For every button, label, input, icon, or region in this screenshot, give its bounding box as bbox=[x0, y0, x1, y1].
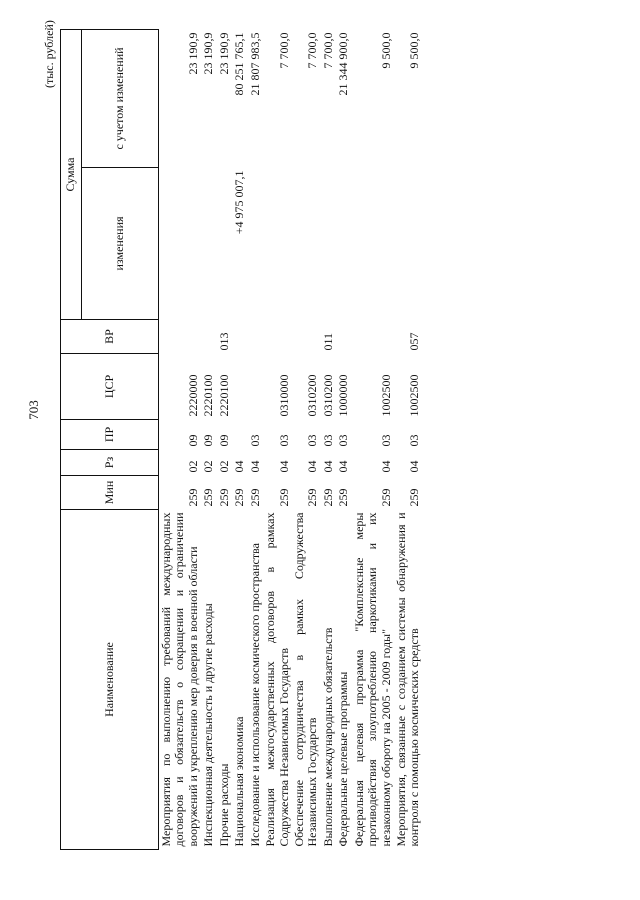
cell-min: 259 bbox=[185, 488, 200, 507]
cell-name: Прочие расходы bbox=[216, 763, 231, 847]
cell-name: Мероприятия по выполнению требований международных договоров и обязательств о сокращении и ограничении вооружений и укреплению мер доверия в военной области bbox=[159, 512, 200, 847]
cell-rz: 04 bbox=[336, 460, 351, 473]
cell-rz: 02 bbox=[201, 460, 216, 473]
cell-rz: 04 bbox=[305, 460, 320, 473]
cell-csr: 2220100 bbox=[201, 374, 216, 417]
cell-csr bbox=[248, 354, 263, 420]
table-row bbox=[292, 29, 321, 849]
cell-min: 259 bbox=[247, 488, 262, 507]
cell-min: 259 bbox=[201, 488, 216, 507]
cell-min: 259 bbox=[407, 488, 422, 507]
cell-name: Обеспечение сотрудничества в рамках Содружества Независимых Государств bbox=[291, 512, 320, 847]
header-rz: Рз bbox=[61, 450, 159, 476]
table-row bbox=[159, 29, 202, 849]
cell-vr bbox=[263, 320, 292, 354]
cell-csr: 1002500 bbox=[378, 374, 393, 417]
cell-change bbox=[321, 168, 336, 320]
cell-change bbox=[159, 168, 202, 320]
cell-name: Федеральная целевая программа "Комплексные меры противодействия злоупотреблению наркотиками и их незаконному обороту на 2005 - 2009 годы" bbox=[351, 512, 393, 847]
cell-csr: 0310200 bbox=[320, 374, 335, 417]
cell-min: 259 bbox=[276, 488, 291, 507]
cell-name: Мероприятия, связанные с созданием системы обнаружения и контроля с помощью космических средств bbox=[394, 512, 422, 847]
header-vr: ВР bbox=[61, 320, 159, 354]
table-row bbox=[394, 29, 423, 849]
cell-rz: 04 bbox=[378, 460, 393, 473]
cell-total: 7 700,0 bbox=[320, 32, 335, 69]
cell-pr: 03 bbox=[336, 434, 351, 447]
budget-table bbox=[60, 29, 423, 850]
cell-name: Исследование и использование космического пространства bbox=[247, 543, 262, 847]
cell-csr bbox=[232, 354, 247, 420]
cell-total: 21 807 983,5 bbox=[247, 32, 262, 96]
cell-total: 23 190,9 bbox=[201, 32, 216, 75]
cell-min: 259 bbox=[320, 488, 335, 507]
cell-csr: 1000000 bbox=[336, 374, 351, 417]
header-sum: Сумма bbox=[61, 29, 82, 319]
cell-min: 259 bbox=[305, 488, 320, 507]
cell-vr bbox=[248, 320, 263, 354]
cell-change bbox=[292, 168, 321, 320]
cell-rz: 04 bbox=[407, 460, 422, 473]
cell-csr: 0310000 bbox=[276, 374, 291, 417]
cell-vr bbox=[292, 320, 321, 354]
cell-vr bbox=[232, 320, 247, 354]
cell-vr bbox=[201, 320, 216, 354]
cell-rz: 04 bbox=[247, 460, 262, 473]
cell-pr: 09 bbox=[185, 434, 200, 447]
cell-pr bbox=[232, 420, 247, 450]
cell-csr: 2220100 bbox=[216, 374, 231, 417]
cell-rz: 02 bbox=[185, 460, 200, 473]
cell-name: Выполнение международных обязательств bbox=[320, 627, 335, 847]
cell-csr: 0310200 bbox=[305, 374, 320, 417]
header-with-changes: с учетом изменений bbox=[82, 29, 159, 167]
page-number: 703 bbox=[25, 400, 41, 420]
cell-pr: 03 bbox=[305, 434, 320, 447]
cell-csr: 2220000 bbox=[185, 374, 200, 417]
cell-rz: 04 bbox=[320, 460, 335, 473]
cell-min: 259 bbox=[232, 488, 247, 507]
cell-total: 80 251 765,1 bbox=[232, 32, 247, 96]
cell-total: 23 190,9 bbox=[216, 32, 231, 75]
cell-vr bbox=[159, 320, 202, 354]
cell-pr: 03 bbox=[276, 434, 291, 447]
cell-min: 259 bbox=[216, 488, 231, 507]
cell-change bbox=[248, 168, 263, 320]
cell-pr: 09 bbox=[201, 434, 216, 447]
cell-change: +4 975 007,1 bbox=[232, 170, 247, 235]
cell-name: Национальная экономика bbox=[232, 716, 247, 847]
cell-vr: 011 bbox=[320, 332, 335, 351]
header-pr: ПР bbox=[61, 420, 159, 450]
table-row bbox=[336, 29, 351, 849]
cell-name: Реализация межгосударственных договоров в рамках Содружества Независимых Государств bbox=[263, 512, 291, 847]
cell-min: 259 bbox=[336, 488, 351, 507]
cell-change bbox=[201, 168, 216, 320]
cell-pr: 03 bbox=[320, 434, 335, 447]
cell-change bbox=[394, 168, 423, 320]
cell-vr: 013 bbox=[216, 332, 231, 351]
cell-min: 259 bbox=[378, 488, 393, 507]
cell-total: 23 190,9 bbox=[185, 32, 200, 75]
cell-name: Федеральные целевые программы bbox=[336, 671, 351, 847]
cell-change bbox=[217, 168, 232, 320]
header-min: Мин bbox=[61, 476, 159, 510]
cell-total: 9 500,0 bbox=[378, 32, 393, 69]
table-body bbox=[159, 29, 423, 849]
cell-pr: 03 bbox=[247, 434, 262, 447]
header-csr: ЦСР bbox=[61, 354, 159, 420]
cell-pr: 03 bbox=[407, 434, 422, 447]
cell-vr bbox=[352, 320, 394, 354]
cell-total: 7 700,0 bbox=[276, 32, 291, 69]
cell-vr bbox=[336, 320, 351, 354]
cell-csr: 1002500 bbox=[407, 374, 422, 417]
cell-pr: 09 bbox=[216, 434, 231, 447]
header-name: Наименование bbox=[61, 510, 159, 850]
cell-rz: 04 bbox=[232, 460, 247, 473]
cell-name: Инспекционная деятельность и другие расходы bbox=[201, 603, 216, 847]
cell-rz: 04 bbox=[276, 460, 291, 473]
table-row bbox=[232, 29, 247, 849]
table-row bbox=[352, 29, 394, 849]
cell-change bbox=[336, 168, 351, 320]
cell-change bbox=[352, 168, 394, 320]
cell-total: 21 344 900,0 bbox=[336, 32, 351, 96]
cell-pr: 03 bbox=[378, 434, 393, 447]
cell-rz: 02 bbox=[216, 460, 231, 473]
header-changes: изменения bbox=[82, 168, 159, 320]
table-row bbox=[217, 29, 232, 849]
cell-total: 9 500,0 bbox=[407, 32, 422, 69]
cell-total: 7 700,0 bbox=[305, 32, 320, 69]
cell-change bbox=[263, 168, 292, 320]
cell-vr: 057 bbox=[407, 332, 422, 351]
unit-note: (тыс. рублей) bbox=[42, 20, 56, 88]
table-row bbox=[201, 29, 216, 849]
table-row bbox=[321, 29, 336, 849]
table-row bbox=[248, 29, 263, 849]
table-row bbox=[263, 29, 292, 849]
